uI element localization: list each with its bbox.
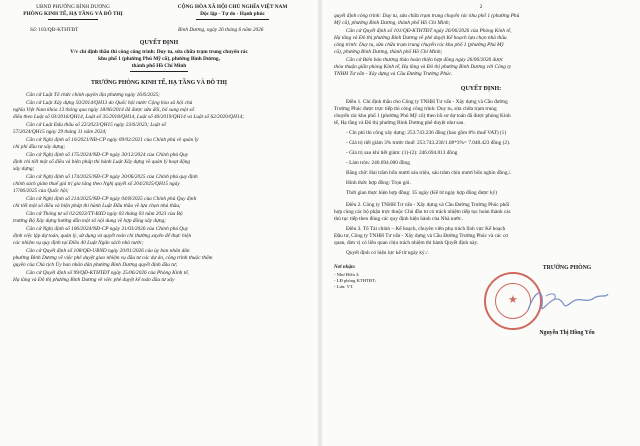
basis-line: các nhiệm vụ quy định tại Điều 40 Luật Ngân sách nhà nước; — [13, 240, 144, 246]
article-1-line: Điều 1. Chỉ định thầu cho Công ty TNHH Tư vấn - Xây dựng và Cầu đường — [346, 99, 508, 105]
signature-icon — [522, 280, 612, 320]
recipient-item: - Lưu: VT. — [334, 284, 354, 289]
issuing-authority: TRƯỞNG PHÒNG KINH TẾ, HẠ TẦNG VÀ ĐÔ THỊ — [90, 80, 228, 86]
document-page-1 — [0, 0, 318, 446]
basis-line: xây dựng; — [13, 166, 35, 172]
official-seal-icon: ★ — [484, 272, 542, 330]
basis-line: quyền của Chủ tịch Ủy ban nhân dân phường Bình Dương quyết định đầu tư; — [13, 262, 178, 268]
article-3-line: quan, đơn vị có liên quan chịu trách nhiệm thi hành Quyết định này. — [334, 240, 479, 246]
basis-line: Căn cứ Nghị định số 175/2024/NĐ-CP ngày 30/12/2024 của Chính phủ Quy — [26, 152, 189, 158]
basis-line: 57/2024/QH15 ngày 29 tháng 11 năm 2024; — [13, 129, 107, 135]
basis-line: điều theo Luật số 03/2016/QH14, Luật số 35/2018/QH14, Luật số 40/2019/QH14 và Luật số 62/2020/QH14; — [13, 114, 245, 120]
basis-line: TNHH Tư vấn - Xây dựng và Cầu Đường Trường Phúc. — [334, 71, 453, 77]
agency-name: PHÒNG KINH TẾ, HẠ TẦNG VÀ ĐÔ THỊ — [23, 11, 123, 17]
document-date: Bình Dương, ngày 26 tháng 6 năm 2026 — [178, 27, 264, 33]
basis-line: định việc lập dự toán, quản lý, sử dụng và quyết toán chi thường xuyên để thực hiện — [13, 233, 192, 239]
header-left-underline — [48, 19, 98, 20]
basis-line: công trình: Duy tu, sửa chữa trạm trung chuyển rác khu phố 1 (phường Phú Mỹ — [334, 42, 504, 48]
basis-line: Căn cứ Biên bản thương thảo hoàn thiện hợp đồng ngày 26/06/2026 được — [346, 57, 504, 63]
basis-line: Hạ tầng và Đô thị phường Bình Dương về việc phê duyệt kế toán đầu tư xây — [13, 277, 175, 283]
recipient-item: - LĐ phòng KTHTĐT; — [334, 278, 376, 283]
recipient-item: - Như Điều 3; — [334, 272, 360, 277]
basis-line: Căn cứ Nghị định số 10/2021/NĐ-CP ngày 09/02/2021 của Chính phủ về quản lý — [26, 137, 199, 143]
basis-line: nghĩa Việt Nam khóa 13 thông qua ngày 18/06/2014 đã được sửa đổi, bổ sung một số — [13, 107, 195, 113]
national-title: CỘNG HÒA XÃ HỘI CHỦ NGHĨA VIỆT NAM — [177, 4, 288, 10]
article-1-line: chuyển rác khu phố 1 (phường Phú Mỹ cũ) theo hồ sơ dự toán đã được phòng Kinh — [334, 113, 511, 119]
cost-item: - Giá trị sau khi tiết giảm: (1)-(2): 246.694.813 đồng — [346, 150, 458, 156]
signer-name: Nguyễn Thị Hồng Yến — [539, 330, 595, 336]
signer-title: TRƯỞNG PHÒNG — [542, 265, 592, 271]
article-3-line: Đầu tư, Công ty TNHH Tư vấn - Xây dựng và Cầu Đường Trường Phúc và các cơ — [334, 233, 509, 239]
subject-line-2: khu phố 1 (phường Phú Mỹ cũ), phường Bình Dương, — [98, 56, 220, 62]
basis-line: Căn cứ Luật Xây dựng 50/2014/QH13 do Quốc hội nước Cộng hòa xã hội chủ — [26, 100, 193, 106]
contract-form: Hình thức hợp đồng: Trọn gói. — [346, 180, 411, 186]
contract-duration: Thời gian thực hiện hợp đồng: 35 ngày (Kể từ ngày hợp đồng được ký) — [346, 190, 498, 196]
basis-line: Căn cứ Luật Tổ chức chính quyền địa phương ngày 16/6/2025; — [26, 92, 160, 98]
article-1-line: Trường Phúc được trực tiếp thi công công trình: Duy tu, sửa chữa trạm trung — [334, 106, 497, 112]
basis-line: trưởng Bộ Xây dựng hướng dẫn một số nội dung về hợp đồng xây dựng; — [13, 218, 167, 224]
article-2-line: thủ tục tiếp theo đúng các quy định hiện hành của Nhà nước. — [334, 216, 463, 222]
article-2-line: Điều 2. Công ty TNHH Tư vấn - Xây dựng và Cầu Đường Trường Phúc phối — [346, 202, 510, 208]
basis-line: Căn cứ Quyết định số 108/QĐ-UBND ngày 20/01/2026 của ủy ban nhân dân — [26, 248, 190, 254]
cost-item: - Giá trị tiết giảm 3% trước thuế: 253.743.236/1.08*3%= 7.048.423 đồng (2). — [346, 140, 511, 146]
basis-line: 17/06/2025 của Quốc hội; — [13, 188, 69, 194]
basis-line: quyết định công trình: Duy tu, sửa chữa trạm trung chuyển rác khu phố 1 (phường Phú — [334, 13, 520, 19]
cost-item: - Làm tròn: 246.694.000 đồng — [346, 160, 410, 166]
subject-line-3: thành phố Hồ Chí Minh — [131, 63, 187, 69]
basis-line: chi phí đầu tư xây dựng; — [13, 144, 66, 150]
basis-line: chi tiết một số điều và biện pháp thi hành Luật Đấu thầu về lựa chọn nhà thầu; — [13, 203, 181, 209]
basis-line: Căn cứ Luật Đấu thầu số 22/2023/QH15 ngày 23/6/2023; Luật số — [26, 122, 167, 128]
basis-line: chính sách giảm thuế giá trị gia tăng theo Nghị quyết số 204/2025/QH15 ngày — [13, 181, 180, 187]
effective-clause: Quyết định có hiệu lực kể từ ngày ký./. — [346, 250, 429, 256]
subject-underline — [130, 71, 188, 72]
agency-parent: UBND PHƯỜNG BÌNH DƯƠNG — [36, 4, 110, 10]
document-title: QUYẾT ĐỊNH — [139, 40, 179, 46]
decision-heading: QUYẾT ĐỊNH: — [460, 86, 502, 92]
subject-line-1: V/v chỉ định thầu thi công công trình: Duy tu, sửa chữa trạm trung chuyển rác — [70, 49, 248, 55]
basis-line: Căn cứ Quyết định số 101/QĐ-KTHTĐT ngày 26/06/2026 của Phòng Kinh tế, — [346, 28, 512, 34]
basis-line: Hạ tầng và Đô thị phường Bình Dương về phê duyệt Kế hoạch lựa chọn nhà thầu — [334, 35, 507, 41]
amount-in-words: Bằng chữ: Hai trăm bốn mươi sáu triệu, sáu trăm chín mươi bốn nghìn đồng./. — [346, 170, 512, 176]
article-2-line: hợp cùng các bộ phận trực thuộc Chủ đầu tư có trách nhiệm tiếp tục hoàn thành các — [334, 209, 511, 215]
basis-line: Căn cứ Nghị định số 106/2024/NĐ-CP ngày 31/03/2026 của Chính phủ Quy — [26, 226, 189, 232]
national-motto: Độc lập - Tự do - Hạnh phúc — [200, 11, 265, 17]
basis-line: thỏa thuận giữa phòng Kinh tế, Hạ tầng và Đô thị phường Bình Dương với Công ty — [334, 64, 512, 70]
basis-line: định chi tiết một số điều và biện pháp thi hành Luật Xây dựng về quản lý hoạt động — [13, 159, 191, 165]
basis-line: Căn cứ Nghị định số 174/2025/NĐ-CP ngày 30/06/2025 của Chính phủ quy định — [26, 174, 198, 180]
basis-line: Căn cứ Quyết định số 99/QĐ-KTHTĐT ngày 25/06/2026 của Phòng Kinh tế, — [26, 270, 189, 276]
basis-line: cũ), phường Bình Dương, thành phố Hồ Chí Minh; — [334, 49, 443, 55]
recipients-title: Nơi nhận: — [334, 265, 356, 270]
basis-line: Căn cứ Nghị định số 214/2025/NĐ-CP ngày 04/8/2025 của Chính phủ Quy định — [26, 196, 197, 202]
article-1-line: tế, Hạ tầng và Đô thị phường Bình Dương phê duyệt như sau. — [334, 120, 465, 126]
basis-line: Căn cứ Thông tư số 02/2023/TT-BXD ngày 03 tháng 03 năm 2023 của Bộ — [26, 211, 183, 217]
article-3-line: Điều 3. Tổ Tài chính – Kế hoạch, chuyên viên phụ trách lĩnh vực Kế hoạch — [346, 226, 506, 232]
basis-line: Mỹ cũ), phường Bình Dương, thành phố Hồ Chí Minh; — [334, 20, 451, 26]
header-right-underline — [196, 19, 269, 20]
document-page-2 — [322, 0, 640, 446]
document-number: Số: 103/QĐ-KTHTĐT — [30, 27, 79, 33]
page-number: 2 — [479, 4, 483, 10]
cost-item: - Chi phí thi công xây dựng: 253.743.236 đồng (bao gồm 8% thuế VAT) (1) — [346, 130, 507, 136]
basis-line: phường Bình Dương về việc phê duyệt giao nhiệm vụ đầu tư các dự án, công trình thuộc thẩm — [13, 255, 213, 261]
